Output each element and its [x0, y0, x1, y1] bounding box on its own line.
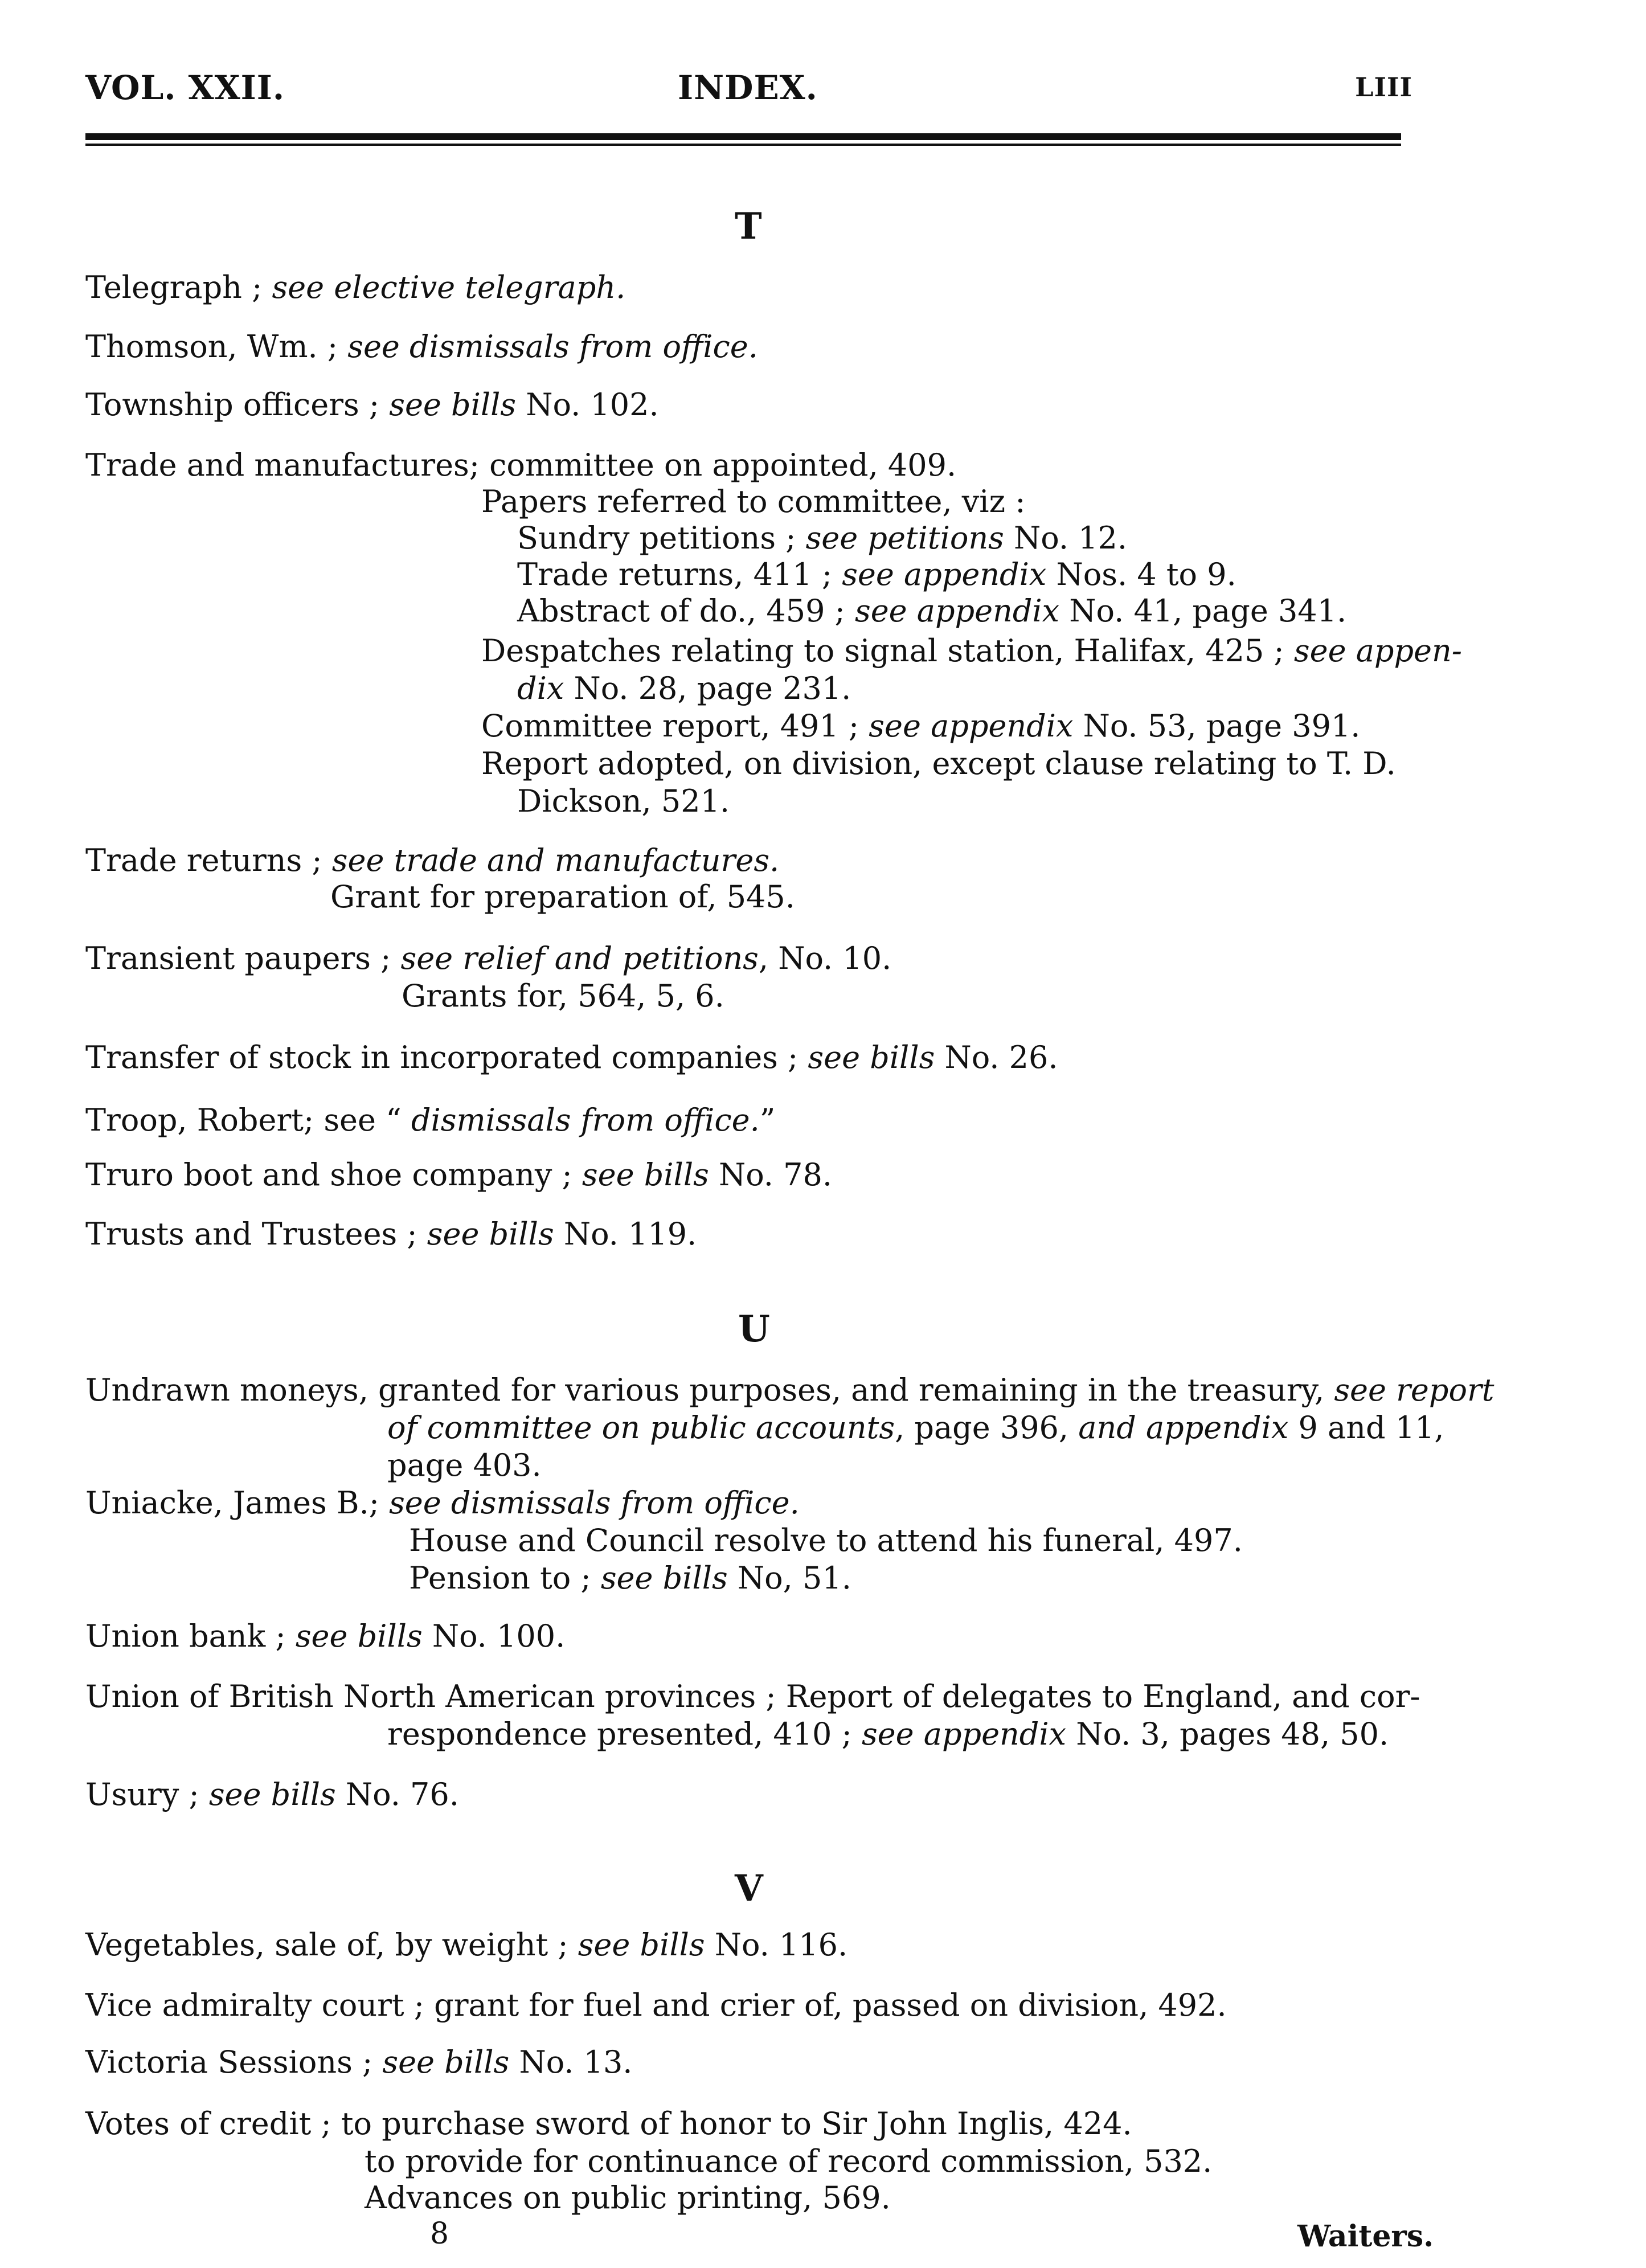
index-entry: Uniacke, James B.; see dismissals from office. — [85, 1485, 800, 1521]
volume-label: VOL. XXII. — [85, 68, 285, 107]
index-entry: Vegetables, sale of, by weight ; see bills No. 116. — [85, 1927, 848, 1963]
header-rule-thick — [85, 133, 1401, 140]
index-subentry: page 403. — [387, 1447, 542, 1483]
section-letter-v: V — [735, 1867, 763, 1910]
index-entry: Victoria Sessions ; see bills No. 13. — [85, 2044, 633, 2080]
index-entry: Thomson, Wm. ; see dismissals from office. — [85, 329, 758, 365]
index-subentry: Despatches relating to signal station, Halifax, 425 ; see appen- — [481, 633, 1463, 669]
index-entry: Undrawn moneys, granted for various purposes, and remaining in the treasury, see report — [85, 1372, 1494, 1408]
index-entry: Union of British North American provinces ; Report of delegates to England, and cor- — [85, 1679, 1420, 1714]
index-entry: Trusts and Trustees ; see bills No. 119. — [85, 1216, 697, 1252]
index-entry: Township officers ; see bills No. 102. — [85, 387, 659, 423]
index-entry: Troop, Robert; see “ dismissals from office.” — [85, 1102, 776, 1138]
index-subentry: respondence presented, 410 ; see appendix No. 3, pages 48, 50. — [387, 1716, 1389, 1752]
printer-signature: 8 — [430, 2217, 449, 2251]
index-subentry: Advances on public printing, 569. — [365, 2180, 891, 2216]
index-entry: Trade returns ; see trade and manufactures. — [85, 842, 780, 878]
index-subentry: Trade returns, 411 ; see appendix Nos. 4 to 9. — [517, 556, 1236, 592]
index-entry: Transfer of stock in incorporated companies ; see bills No. 26. — [85, 1039, 1058, 1075]
index-entry: Vice admiralty court ; grant for fuel and crier of, passed on division, 492. — [85, 1987, 1227, 2023]
index-subentry: House and Council resolve to attend his funeral, 497. — [409, 1522, 1243, 1558]
index-entry: Union bank ; see bills No. 100. — [85, 1618, 566, 1654]
index-entry: Trade and manufactures; committee on appointed, 409. — [85, 447, 957, 483]
index-subentry: to provide for continuance of record commission, 532. — [365, 2143, 1213, 2179]
index-subentry: Committee report, 491 ; see appendix No. 53, page 391. — [481, 708, 1361, 744]
index-subentry: Grants for, 564, 5, 6. — [402, 978, 724, 1014]
index-entry: Votes of credit ; to purchase sword of honor to Sir John Inglis, 424. — [85, 2106, 1132, 2142]
index-entry: Usury ; see bills No. 76. — [85, 1776, 459, 1812]
page-header — [85, 68, 1412, 114]
index-subentry: Pension to ; see bills No, 51. — [409, 1560, 851, 1596]
index-entry: Telegraph ; see elective telegraph. — [85, 269, 626, 305]
page-number: LIII — [1355, 72, 1412, 103]
index-subentry: Papers referred to committee, viz : — [481, 484, 1026, 519]
index-subentry: Sundry petitions ; see petitions No. 12. — [517, 520, 1128, 556]
page-title: INDEX. — [678, 68, 818, 107]
index-subentry: Report adopted, on division, except clause relating to T. D. — [481, 746, 1396, 781]
index-subentry: Dickson, 521. — [517, 783, 730, 819]
section-letter-u: U — [738, 1308, 770, 1350]
index-subentry: Abstract of do., 459 ; see appendix No. 41, page 341. — [517, 593, 1347, 629]
catchword: Waiters. — [1297, 2219, 1434, 2254]
index-entry: Truro boot and shoe company ; see bills No. 78. — [85, 1157, 832, 1193]
index-entry: Transient paupers ; see relief and petitions, No. 10. — [85, 940, 892, 976]
index-subentry: of committee on public accounts, page 396, and appendix 9 and 11, — [387, 1410, 1444, 1446]
section-letter-t: T — [735, 205, 762, 248]
header-rule-thin — [85, 144, 1401, 146]
index-subentry: Grant for preparation of, 545. — [330, 879, 795, 915]
index-subentry: dix No. 28, page 231. — [517, 670, 851, 706]
